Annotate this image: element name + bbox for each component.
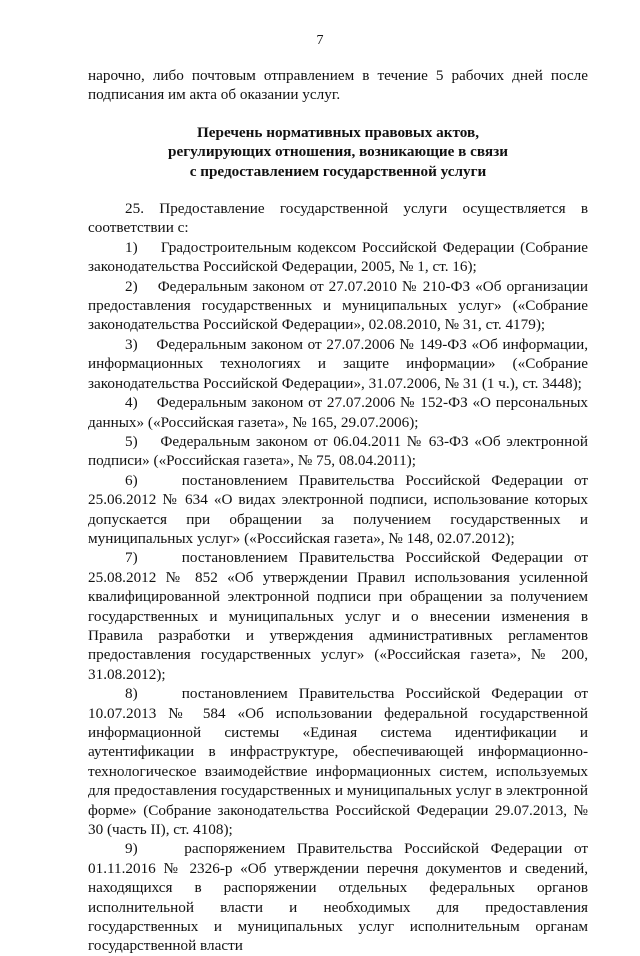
item-number: 7) (125, 549, 138, 567)
item-text: постановлением Правительства Российской Федерации от 25.08.2012 № 852 «Об утверждении Правил использования усиленной квалифицированной электронной подписи при обращении за получением государственных и муниципальных услуг и о внесении изменения в Правила разработки и утверждения административных регламентов предоставления государственных услуг» («Российская газета», № 200, 31.08.2012); (88, 549, 589, 683)
document-body (88, 66, 588, 956)
heading-line-1: Перечень нормативных правовых актов, (196, 123, 480, 141)
clause-25: 25. Предоставление государственной услуги осуществляется в соответствии с: (88, 200, 588, 237)
item-number: 8) (125, 685, 138, 703)
item-number: 4) (125, 394, 138, 412)
page-number: 7 (316, 33, 324, 48)
legal-acts-list (88, 238, 588, 956)
item-number: 1) (125, 238, 138, 256)
list-item (88, 432, 588, 471)
item-number: 9) (125, 840, 138, 858)
list-item (88, 277, 588, 335)
item-text: Федеральным законом от 06.04.2011 № 63-ФЗ «Об электронной подписи» («Российская газета», № 75, 08.04.2011); (88, 432, 588, 470)
list-item (88, 393, 588, 432)
item-text: Градостроительным кодексом Российской Федерации (Собрание законодательства Российской Федерации, 2005, № 1, ст. 16); (88, 238, 588, 276)
list-item (88, 548, 588, 684)
item-number: 5) (125, 432, 138, 450)
item-number: 3) (125, 335, 138, 353)
section-heading (88, 123, 588, 181)
item-number: 6) (125, 471, 138, 489)
heading-line-3: с предоставлением государственной услуги (189, 162, 487, 180)
list-item (88, 335, 588, 393)
item-text: постановлением Правительства Российской Федерации от 25.06.2012 № 634 «О видах электронной подписи, использование которых допускается при обращении за получением государственных и муниципальных услуг» («Российская газета», № 148, 02.07.2012); (88, 471, 589, 547)
intro-paragraph: нарочно, либо почтовым отправлением в течение 5 рабочих дней после подписания им акта об оказании услуг. (88, 67, 588, 104)
list-item (88, 839, 588, 955)
item-text: Федеральным законом от 27.07.2010 № 210-ФЗ «Об организации предоставления государственных и муниципальных услуг» («Собрание законодательства Российской Федерации», 02.08.2010, № 31, ст. 4179); (88, 277, 588, 334)
item-number: 2) (125, 277, 138, 295)
item-text: распоряжением Правительства Российской Федерации от 01.11.2016 № 2326-р «Об утверждении перечня документов и сведений, находящихся в распоряжении отдельных федеральных органов исполнительной власти и необходимых для предоставления государственных и муниципальных услуг исполнительным органам государственной власти (88, 840, 588, 955)
list-item (88, 684, 588, 839)
heading-line-2: регулирующих отношения, возникающие в связи (168, 143, 508, 161)
item-text: Федеральным законом от 27.07.2006 № 149-ФЗ «Об информации, информационных технологиях и защите информации» («Собрание законодательства Российской Федерации», 31.07.2006, № 31 (1 ч.), ст. 3448); (88, 335, 588, 392)
list-item (88, 238, 588, 277)
item-text: постановлением Правительства Российской Федерации от 10.07.2013 № 584 «Об использовании федеральной государственной информационной системы «Единая система идентификации и аутентификации в инфраструктуре, обеспечивающей информационно-технологическое взаимодействие информационных систем, используемых для предоставления государственных и муниципальных услуг в электронной форме» (Собрание законодательства Российской Федерации 29.07.2013, № 30 (часть II), ст. 4108); (88, 685, 589, 839)
item-text: Федеральным законом от 27.07.2006 № 152-ФЗ «О персональных данных» («Российская газета», № 165, 29.07.2006); (88, 394, 588, 431)
list-item (88, 471, 588, 549)
